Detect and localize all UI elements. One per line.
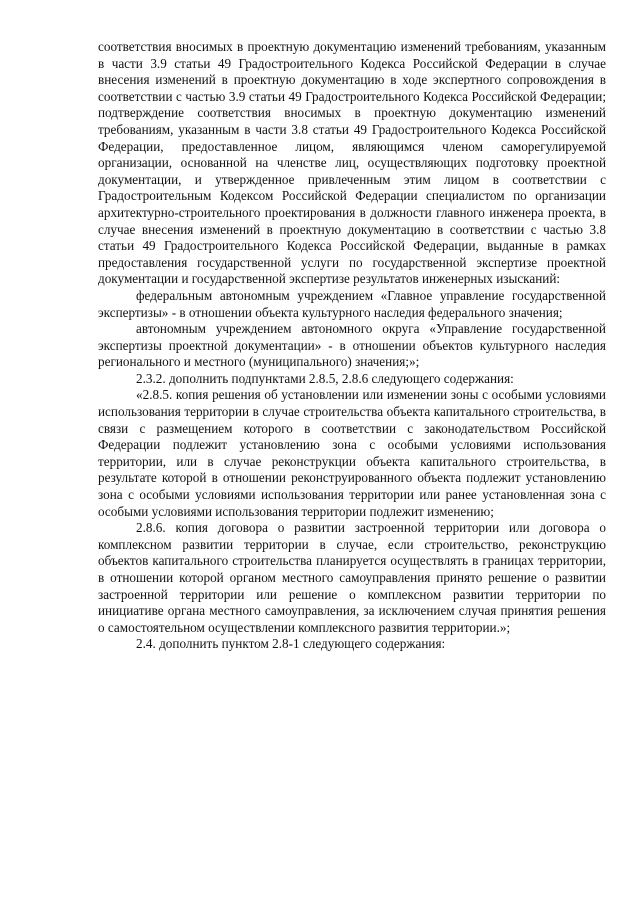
- paragraph-2-4: 2.4. дополнить пунктом 2.8-1 следующего содержания:: [136, 636, 446, 652]
- paragraph-2-8-6: 2.8.6. копия договора о развитии застроенной территории или договора о комплексном развитии территории в случае, если строительство, реконструкцию объектов капитального строительства планируется осуществлять в границах территории, в отношении которой органом местного самоуправления принято решение о развитии застроенной территории или решение о комплексном развитии территории по инициативе органа местного самоуправления, за исключением случая принятия решения о самостоятельном осуществлении комплексного развития территории.»;: [98, 520, 606, 635]
- paragraph-2-8-5: «2.8.5. копия решения об установлении или изменении зоны с особыми условиями использования территории в случае строительства объекта капитального строительства, в связи с размещением которого в соответствии с законодательством Российской Федерации подлежит установлению зона с особыми условиями использования территории, или в случае реконструкции объекта капитального строительства, в результате которой в отношении реконструированного объекта подлежит установлению зона с особыми условиями использования территории или ранее установленная зона с особыми условиями использования территории подлежит изменению;: [98, 387, 606, 519]
- paragraph-federal-institution: федеральным автономным учреждением «Главное управление государственной экспертизы» - в отношении объекта культурного наследия федерального значения;: [98, 287, 606, 320]
- paragraph-2-3-2: 2.3.2. дополнить подпунктами 2.8.5, 2.8.6 следующего содержания:: [136, 370, 514, 386]
- paragraph-continuation: соответствия вносимых в проектную документацию изменений требованиям, указанным в части 3.9 статьи 49 Градостроительного Кодекса Российской Федерации в случае внесения изменений в проектную документацию в ходе экспертного сопровождения в соответствии с частью 3.9 статьи 49 Градостроительного Кодекса Российской Федерации; подтверждение соответствия вносимых в проектную документацию изменений требованиям, указанным в части 3.8 статьи 49 Градостроительного Кодекса Российской Федерации, предоставленное лицом, являющимся членом саморегулируемой организации, основанной на членстве лиц, осуществляющих подготовку проектной документации, и утвержденное привлеченным этим лицом в соответствии с Градостроительным Кодексом Российской Федерации специалистом по организации архитектурно-строительного проектирования в должности главного инженера проекта, в случае внесения изменений в проектную документацию в соответствии с частью 3.8 статьи 49 Градостроительного Кодекса Российской Федерации, выданные в рамках предоставления государственной услуги по государственной экспертизе проектной документации и государственной экспертизе результатов инженерных изысканий:: [98, 39, 606, 287]
- document-body: [98, 39, 606, 653]
- paragraph-regional-institution: автономным учреждением автономного округа «Управление государственной экспертизы проектной документации» - в отношении объектов культурного наследия регионального и местного (муниципального) значения;»;: [98, 321, 606, 370]
